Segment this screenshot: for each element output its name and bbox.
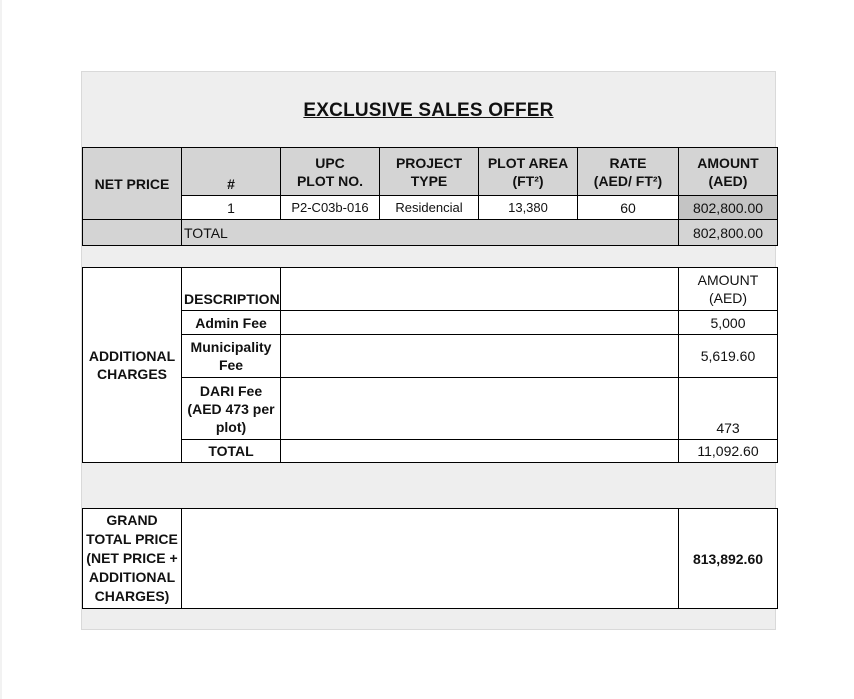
additional-charges-table — [82, 267, 778, 463]
header-amount: AMOUNT (AED) — [679, 148, 778, 196]
municipality-fee-spacer — [281, 335, 679, 378]
page-title: EXCLUSIVE SALES OFFER — [303, 100, 554, 121]
net-total-amount: 802,800.00 — [679, 220, 778, 246]
dari-fee-label: DARI Fee (AED 473 per plot) — [182, 378, 281, 440]
admin-fee-amount: 5,000 — [679, 311, 778, 335]
row-project-type: Residencial — [380, 196, 479, 220]
row-number: 1 — [182, 196, 281, 220]
net-total-label: TOTAL — [182, 220, 679, 246]
admin-fee-label: Admin Fee — [182, 311, 281, 335]
grand-total-spacer — [182, 509, 679, 609]
total-spacer — [83, 220, 182, 246]
grand-total-amount: 813,892.60 — [679, 509, 778, 609]
header-plot-area: PLOT AREA (FT²) — [479, 148, 578, 196]
header-project-type: PROJECT TYPE — [380, 148, 479, 196]
row-plot-area: 13,380 — [479, 196, 578, 220]
additional-total-label: TOTAL — [182, 440, 281, 463]
row-upc-plot-no: P2-C03b-016 — [281, 196, 380, 220]
amount-header: AMOUNT (AED) — [679, 268, 778, 311]
additional-total-spacer — [281, 440, 679, 463]
row-amount: 802,800.00 — [679, 196, 778, 220]
grand-total-label: GRAND TOTAL PRICE (NET PRICE + ADDITIONAL CHARGES) — [83, 509, 182, 609]
municipality-fee-amount: 5,619.60 — [679, 335, 778, 378]
page-edge — [0, 0, 2, 699]
net-price-label: NET PRICE — [83, 148, 182, 220]
net-price-table — [82, 147, 778, 246]
header-rate: RATE (AED/ FT²) — [578, 148, 679, 196]
description-spacer — [281, 268, 679, 311]
dari-fee-spacer — [281, 378, 679, 440]
additional-charges-label: ADDITIONAL CHARGES — [83, 268, 182, 463]
grand-total-table — [82, 508, 778, 609]
row-rate: 60 — [578, 196, 679, 220]
dari-fee-amount: 473 — [679, 378, 778, 440]
description-header: DESCRIPTION — [182, 268, 281, 311]
sales-offer-sheet — [81, 71, 776, 630]
municipality-fee-label: Municipality Fee — [182, 335, 281, 378]
header-number: # — [182, 148, 281, 196]
admin-fee-spacer — [281, 311, 679, 335]
additional-total-amount: 11,092.60 — [679, 440, 778, 463]
header-upc-plot-no: UPC PLOT NO. — [281, 148, 380, 196]
